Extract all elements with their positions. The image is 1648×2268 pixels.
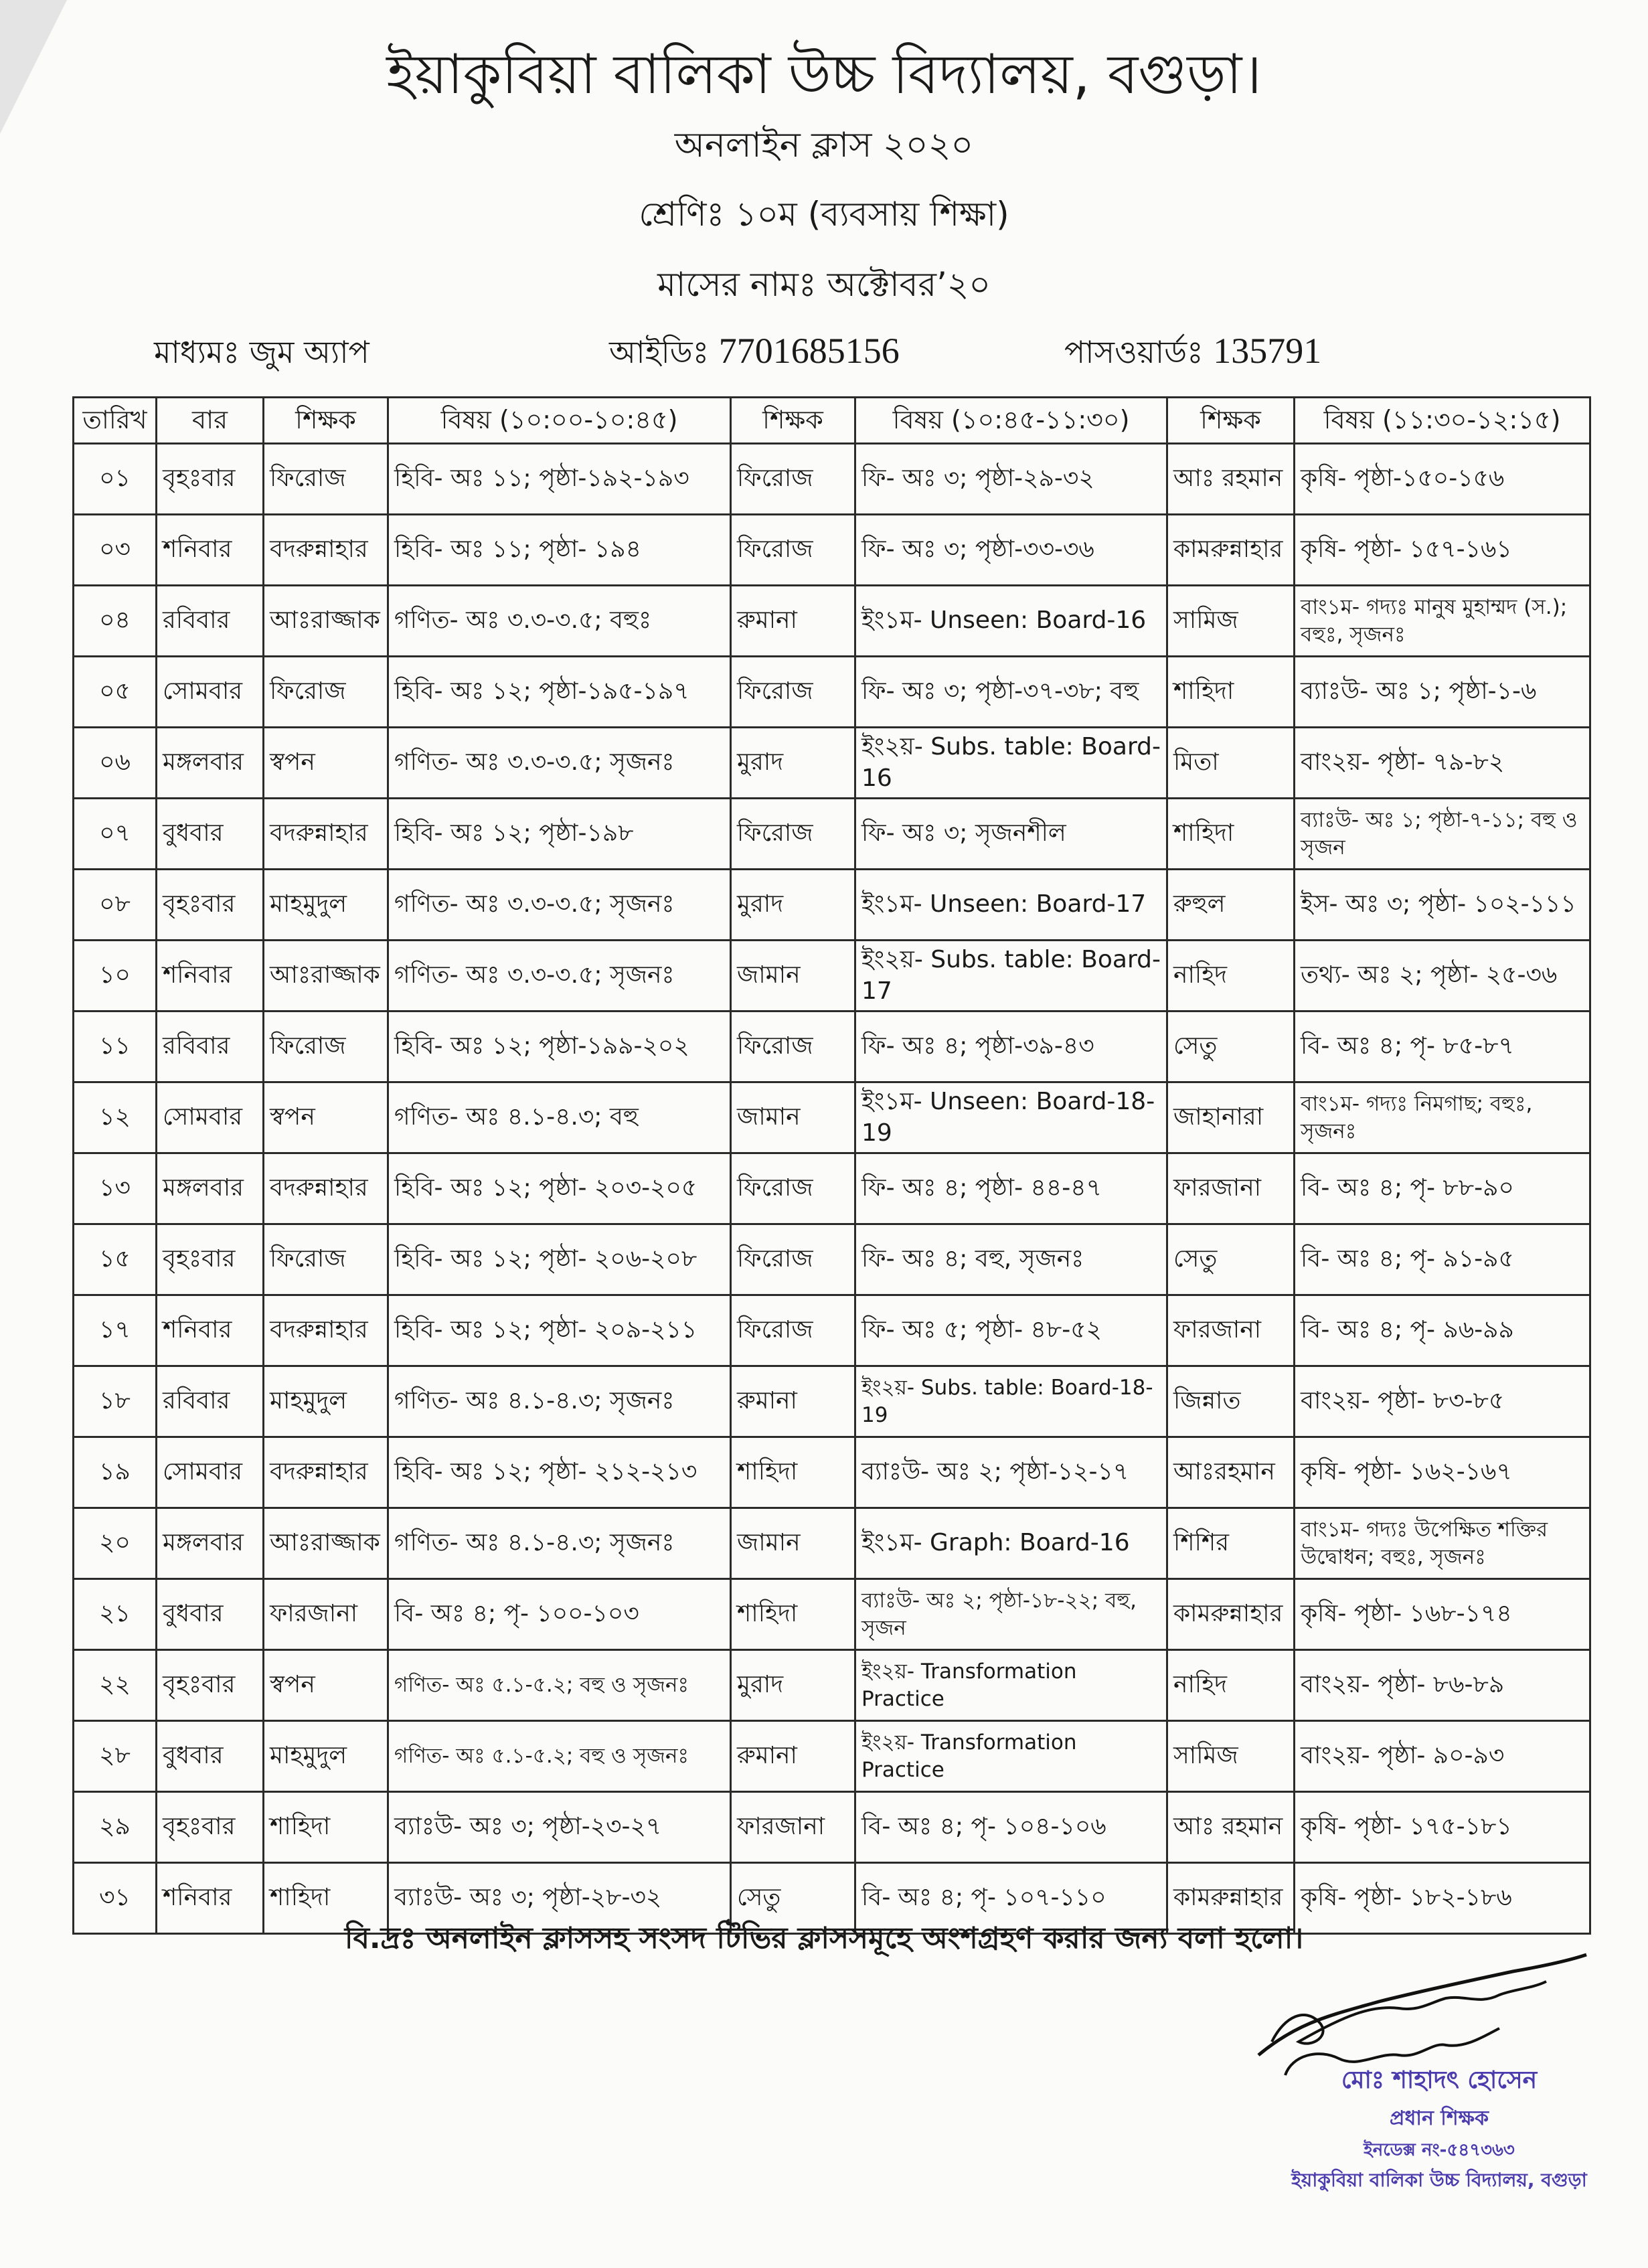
cell-day: বৃহঃবার	[157, 870, 264, 941]
cell-teacher-2: মুরাদ	[731, 870, 855, 941]
cell-day: বৃহঃবার	[157, 444, 264, 515]
cell-teacher-1: বদরুন্নাহার	[264, 1295, 388, 1366]
cell-day: মঙ্গলবার	[157, 728, 264, 799]
cell-teacher-1: স্বপন	[264, 1650, 388, 1721]
cell-teacher-3: কামরুন্নাহার	[1167, 1863, 1295, 1934]
cell-teacher-1: ফিরোজ	[264, 1011, 388, 1082]
cell-teacher-1: মাহমুদুল	[264, 870, 388, 941]
cell-teacher-1: ফারজানা	[264, 1579, 388, 1650]
cell-teacher-2: ফিরোজ	[731, 657, 855, 728]
cell-subject-1: গণিত- অঃ ৪.১-৪.৩; সৃজনঃ	[388, 1366, 731, 1437]
cell-teacher-1: স্বপন	[264, 728, 388, 799]
cell-subject-1: হিবি- অঃ ১২; পৃষ্ঠা-১৯৮	[388, 799, 731, 870]
cell-subject-1: হিবি- অঃ ১২; পৃষ্ঠা- ২০৩-২০৫	[388, 1153, 731, 1224]
table-row	[74, 444, 1590, 515]
cell-day: বৃহঃবার	[157, 1792, 264, 1863]
cell-subject-2: ইং১ম- Unseen: Board-18-19	[855, 1082, 1167, 1153]
cell-teacher-2: ফিরোজ	[731, 1153, 855, 1224]
cell-teacher-3: শাহিদা	[1167, 657, 1295, 728]
cell-subject-2: ফি- অঃ ৫; পৃষ্ঠা- ৪৮-৫২	[855, 1295, 1167, 1366]
cell-subject-1: গণিত- অঃ ৫.১-৫.২; বহু ও সৃজনঃ	[388, 1650, 731, 1721]
stamp-school: ইয়াকুবিয়া বালিকা উচ্চ বিদ্যালয়, বগুড়া	[1291, 2169, 1587, 2191]
medium-info	[154, 329, 369, 380]
cell-subject-3: বি- অঃ ৪; পৃ- ৯৬-৯৯	[1295, 1295, 1590, 1366]
cell-subject-2: ইং১ম- Unseen: Board-17	[855, 870, 1167, 941]
table-row	[74, 728, 1590, 799]
cell-teacher-2: মুরাদ	[731, 1650, 855, 1721]
cell-subject-3: বাং২য়- পৃষ্ঠা- ৮৬-৮৯	[1295, 1650, 1590, 1721]
cell-day: শনিবার	[157, 941, 264, 1011]
cell-teacher-1: ফিরোজ	[264, 1224, 388, 1295]
cell-teacher-3: নাহিদ	[1167, 941, 1295, 1011]
cell-subject-2: ফি- অঃ ৪; পৃষ্ঠা-৩৯-৪৩	[855, 1011, 1167, 1082]
cell-subject-2: ফি- অঃ ৪; পৃষ্ঠা- ৪৪-৪৭	[855, 1153, 1167, 1224]
cell-day: শনিবার	[157, 1863, 264, 1934]
cell-subject-1: গণিত- অঃ ৫.১-৫.২; বহু ও সৃজনঃ	[388, 1721, 731, 1792]
cell-day: মঙ্গলবার	[157, 1153, 264, 1224]
cell-date: ০৮	[74, 870, 157, 941]
cell-day: রবিবার	[157, 1366, 264, 1437]
cell-date: ২৮	[74, 1721, 157, 1792]
cell-subject-3: কৃষি- পৃষ্ঠা- ১৮২-১৮৬	[1295, 1863, 1590, 1934]
cell-date: ০১	[74, 444, 157, 515]
class-line: শ্রেণিঃ ১০ম (ব্যবসায় শিক্ষা)	[639, 195, 1009, 234]
cell-date: ১৭	[74, 1295, 157, 1366]
password-label: পাসওয়ার্ডঃ	[1064, 334, 1204, 370]
header-date: তারিখ	[74, 398, 157, 444]
cell-teacher-2: রুমানা	[731, 586, 855, 657]
cell-subject-3: ইস- অঃ ৩; পৃষ্ঠা- ১০২-১১১	[1295, 870, 1590, 941]
cell-subject-2: ইং২য়- Subs. table: Board-17	[855, 941, 1167, 1011]
cell-day: রবিবার	[157, 586, 264, 657]
cell-day: মঙ্গলবার	[157, 1508, 264, 1579]
cell-subject-1: হিবি- অঃ ১২; পৃষ্ঠা-১৯৯-২০২	[388, 1011, 731, 1082]
cell-date: ২২	[74, 1650, 157, 1721]
cell-date: ২৯	[74, 1792, 157, 1863]
table-row	[74, 799, 1590, 870]
id-label: আইডিঃ	[609, 334, 710, 370]
cell-subject-2: ইং২য়- Transformation Practice	[855, 1721, 1167, 1792]
cell-date: ০৬	[74, 728, 157, 799]
cell-date: ২১	[74, 1579, 157, 1650]
cell-subject-3: বি- অঃ ৪; পৃ- ৯১-৯৫	[1295, 1224, 1590, 1295]
cell-subject-3: ব্যাঃউ- অঃ ১; পৃষ্ঠা-৭-১১; বহু ও সৃজন	[1295, 799, 1590, 870]
cell-teacher-2: ফারজানা	[731, 1792, 855, 1863]
cell-subject-2: ইং২য়- Transformation Practice	[855, 1650, 1167, 1721]
cell-subject-2: ব্যাঃউ- অঃ ২; পৃষ্ঠা-১৮-২২; বহু, সৃজন	[855, 1579, 1167, 1650]
cell-teacher-3: আঃ রহমান	[1167, 444, 1295, 515]
table-row	[74, 1153, 1590, 1224]
cell-teacher-1: শাহিদা	[264, 1792, 388, 1863]
table-row	[74, 1792, 1590, 1863]
header-day: বার	[157, 398, 264, 444]
cell-teacher-3: নাহিদ	[1167, 1650, 1295, 1721]
cell-teacher-3: আঃ রহমান	[1167, 1792, 1295, 1863]
cell-teacher-3: আঃরহমান	[1167, 1437, 1295, 1508]
cell-subject-3: বাং২য়- পৃষ্ঠা- ৭৯-৮২	[1295, 728, 1590, 799]
cell-date: ১৫	[74, 1224, 157, 1295]
table-row	[74, 1437, 1590, 1508]
cell-subject-1: গণিত- অঃ ৩.৩-৩.৫; সৃজনঃ	[388, 728, 731, 799]
cell-teacher-1: ফিরোজ	[264, 444, 388, 515]
table-row	[74, 1224, 1590, 1295]
cell-teacher-1: আঃরাজ্জাক	[264, 586, 388, 657]
cell-day: শনিবার	[157, 515, 264, 586]
table-row	[74, 1508, 1590, 1579]
cell-day: বৃহঃবার	[157, 1650, 264, 1721]
cell-day: বুধবার	[157, 1721, 264, 1792]
cell-subject-3: কৃষি- পৃষ্ঠা-১৫০-১৫৬	[1295, 444, 1590, 515]
cell-subject-1: ব্যাঃউ- অঃ ৩; পৃষ্ঠা-২৮-৩২	[388, 1863, 731, 1934]
cell-day: বুধবার	[157, 1579, 264, 1650]
cell-teacher-1: আঃরাজ্জাক	[264, 941, 388, 1011]
cell-day: সোমবার	[157, 1082, 264, 1153]
cell-teacher-3: কামরুন্নাহার	[1167, 515, 1295, 586]
cell-teacher-2: সেতু	[731, 1863, 855, 1934]
cell-subject-2: বি- অঃ ৪; পৃ- ১০৪-১০৬	[855, 1792, 1167, 1863]
cell-subject-1: ব্যাঃউ- অঃ ৩; পৃষ্ঠা-২৩-২৭	[388, 1792, 731, 1863]
table-row	[74, 1366, 1590, 1437]
cell-subject-3: ব্যাঃউ- অঃ ১; পৃষ্ঠা-১-৬	[1295, 657, 1590, 728]
cell-subject-1: গণিত- অঃ ৪.১-৪.৩; সৃজনঃ	[388, 1508, 731, 1579]
cell-subject-3: কৃষি- পৃষ্ঠা- ১৭৫-১৮১	[1295, 1792, 1590, 1863]
cell-subject-1: গণিত- অঃ ৩.৩-৩.৫; সৃজনঃ	[388, 941, 731, 1011]
cell-subject-3: বি- অঃ ৪; পৃ- ৮৮-৯০	[1295, 1153, 1590, 1224]
stamp-title: প্রধান শিক্ষক	[1390, 2107, 1489, 2130]
cell-date: ১৯	[74, 1437, 157, 1508]
cell-day: রবিবার	[157, 1011, 264, 1082]
table-row	[74, 515, 1590, 586]
cell-teacher-2: জামান	[731, 941, 855, 1011]
cell-subject-2: ফি- অঃ ৩; পৃষ্ঠা-৩৩-৩৬	[855, 515, 1167, 586]
cell-teacher-1: বদরুন্নাহার	[264, 1153, 388, 1224]
table-row	[74, 1011, 1590, 1082]
cell-subject-3: বাং১ম- গদ্যঃ উপেক্ষিত শক্তির উদ্বোধন; বহুঃ, সৃজনঃ	[1295, 1508, 1590, 1579]
cell-teacher-1: আঃরাজ্জাক	[264, 1508, 388, 1579]
cell-teacher-3: সেতু	[1167, 1224, 1295, 1295]
cell-date: ০৩	[74, 515, 157, 586]
cell-subject-3: কৃষি- পৃষ্ঠা- ১৫৭-১৬১	[1295, 515, 1590, 586]
cell-teacher-3: জাহানারা	[1167, 1082, 1295, 1153]
cell-day: বৃহঃবার	[157, 1224, 264, 1295]
cell-date: ৩১	[74, 1863, 157, 1934]
cell-teacher-2: ফিরোজ	[731, 1295, 855, 1366]
cell-teacher-3: সামিজ	[1167, 1721, 1295, 1792]
cell-subject-3: তথ্য- অঃ ২; পৃষ্ঠা- ২৫-৩৬	[1295, 941, 1590, 1011]
cell-date: ১৩	[74, 1153, 157, 1224]
table-row	[74, 870, 1590, 941]
cell-teacher-3: শাহিদা	[1167, 799, 1295, 870]
cell-teacher-1: বদরুন্নাহার	[264, 515, 388, 586]
table-row	[74, 586, 1590, 657]
footer-note: বি.দ্রঃ অনলাইন ক্লাসসহ সংসদ টিভির ক্লাসসমূহে অংশগ্রহণ করার জন্য বলা হলো।	[344, 1921, 1304, 1955]
cell-subject-2: ফি- অঃ ৩; পৃষ্ঠা-২৯-৩২	[855, 444, 1167, 515]
password-value: 135791	[1213, 331, 1322, 371]
cell-day: শনিবার	[157, 1295, 264, 1366]
cell-subject-2: ফি- অঃ ৩; সৃজনশীল	[855, 799, 1167, 870]
cell-teacher-2: রুমানা	[731, 1721, 855, 1792]
table-row	[74, 1082, 1590, 1153]
cell-teacher-2: ফিরোজ	[731, 1011, 855, 1082]
table-row	[74, 1721, 1590, 1792]
cell-teacher-2: ফিরোজ	[731, 799, 855, 870]
cell-teacher-2: জামান	[731, 1508, 855, 1579]
cell-date: ০৭	[74, 799, 157, 870]
cell-subject-2: বি- অঃ ৪; পৃ- ১০৭-১১০	[855, 1863, 1167, 1934]
official-stamp	[1252, 2062, 1627, 2197]
table-row	[74, 1295, 1590, 1366]
cell-subject-1: বি- অঃ ৪; পৃ- ১০০-১০৩	[388, 1579, 731, 1650]
medium-label: মাধ্যমঃ জুম অ্যাপ	[154, 334, 369, 370]
cell-subject-1: হিবি- অঃ ১২; পৃষ্ঠা-১৯৫-১৯৭	[388, 657, 731, 728]
cell-subject-1: হিবি- অঃ ১১; পৃষ্ঠা-১৯২-১৯৩	[388, 444, 731, 515]
header-subject-1: বিষয় (১০:০০-১০:৪৫)	[388, 398, 731, 444]
cell-date: ০৫	[74, 657, 157, 728]
cell-subject-1: গণিত- অঃ ৪.১-৪.৩; বহু	[388, 1082, 731, 1153]
stamp-name: মোঃ শাহাদৎ হোসেন	[1341, 2067, 1538, 2094]
cell-teacher-3: মিতা	[1167, 728, 1295, 799]
cell-subject-3: বাং১ম- গদ্যঃ নিমগাছ; বহুঃ, সৃজনঃ	[1295, 1082, 1590, 1153]
id-value: 7701685156	[718, 331, 900, 371]
cell-date: ১১	[74, 1011, 157, 1082]
cell-date: ১০	[74, 941, 157, 1011]
cell-teacher-3: সামিজ	[1167, 586, 1295, 657]
cell-teacher-2: ফিরোজ	[731, 444, 855, 515]
cell-teacher-1: বদরুন্নাহার	[264, 1437, 388, 1508]
cell-subject-1: গণিত- অঃ ৩.৩-৩.৫; বহুঃ	[388, 586, 731, 657]
header-subject-3: বিষয় (১১:৩০-১২:১৫)	[1295, 398, 1590, 444]
cell-subject-2: ইং২য়- Subs. table: Board-16	[855, 728, 1167, 799]
cell-teacher-1: বদরুন্নাহার	[264, 799, 388, 870]
cell-teacher-3: কামরুন্নাহার	[1167, 1579, 1295, 1650]
cell-subject-2: ফি- অঃ ৪; বহু, সৃজনঃ	[855, 1224, 1167, 1295]
cell-teacher-3: ফারজানা	[1167, 1153, 1295, 1224]
stamp-code: ইনডেক্স নং-৫৪৭৩৬৩	[1364, 2140, 1515, 2160]
cell-subject-1: হিবি- অঃ ১২; পৃষ্ঠা- ২১২-২১৩	[388, 1437, 731, 1508]
cell-teacher-1: ফিরোজ	[264, 657, 388, 728]
cell-subject-1: হিবি- অঃ ১২; পৃষ্ঠা- ২০৯-২১১	[388, 1295, 731, 1366]
cell-date: ১২	[74, 1082, 157, 1153]
cell-teacher-1: মাহমুদুল	[264, 1721, 388, 1792]
cell-day: সোমবার	[157, 1437, 264, 1508]
cell-teacher-2: জামান	[731, 1082, 855, 1153]
table-header-row	[74, 398, 1590, 444]
cell-date: ০৪	[74, 586, 157, 657]
table-row	[74, 941, 1590, 1011]
cell-teacher-2: ফিরোজ	[731, 1224, 855, 1295]
cell-teacher-1: শাহিদা	[264, 1863, 388, 1934]
school-name: ইয়াকুবিয়া বালিকা উচ্চ বিদ্যালয়, বগুড়া।	[386, 43, 1262, 106]
cell-teacher-3: শিশির	[1167, 1508, 1295, 1579]
cell-subject-3: কৃষি- পৃষ্ঠা- ১৬৮-১৭৪	[1295, 1579, 1590, 1650]
subtitle: অনলাইন ক্লাস ২০২০	[674, 125, 974, 165]
header-teacher-2: শিক্ষক	[731, 398, 855, 444]
header-subject-2: বিষয় (১০:৪৫-১১:৩০)	[855, 398, 1167, 444]
cell-subject-3: কৃষি- পৃষ্ঠা- ১৬২-১৬৭	[1295, 1437, 1590, 1508]
cell-subject-2: ফি- অঃ ৩; পৃষ্ঠা-৩৭-৩৮; বহু	[855, 657, 1167, 728]
id-info	[609, 329, 900, 380]
cell-teacher-2: শাহিদা	[731, 1579, 855, 1650]
password-info	[1064, 329, 1321, 380]
cell-teacher-2: মুরাদ	[731, 728, 855, 799]
cell-teacher-2: শাহিদা	[731, 1437, 855, 1508]
month-line: মাসের নামঃ অক্টোবর’২০	[657, 265, 991, 304]
cell-teacher-2: রুমানা	[731, 1366, 855, 1437]
cell-subject-1: হিবি- অঃ ১১; পৃষ্ঠা- ১৯৪	[388, 515, 731, 586]
cell-date: ২০	[74, 1508, 157, 1579]
cell-subject-1: গণিত- অঃ ৩.৩-৩.৫; সৃজনঃ	[388, 870, 731, 941]
cell-subject-1: হিবি- অঃ ১২; পৃষ্ঠা- ২০৬-২০৮	[388, 1224, 731, 1295]
cell-subject-3: বাং২য়- পৃষ্ঠা- ৮৩-৮৫	[1295, 1366, 1590, 1437]
cell-teacher-3: রুহুল	[1167, 870, 1295, 941]
table-row	[74, 1650, 1590, 1721]
cell-date: ১৮	[74, 1366, 157, 1437]
cell-subject-3: বাং১ম- গদ্যঃ মানুষ মুহাম্মদ (স.); বহুঃ, সৃজনঃ	[1295, 586, 1590, 657]
cell-subject-2: ইং২য়- Subs. table: Board-18-19	[855, 1366, 1167, 1437]
cell-subject-2: ইং১ম- Unseen: Board-16	[855, 586, 1167, 657]
cell-subject-2: ব্যাঃউ- অঃ ২; পৃষ্ঠা-১২-১৭	[855, 1437, 1167, 1508]
cell-day: বুধবার	[157, 799, 264, 870]
cell-day: সোমবার	[157, 657, 264, 728]
table-row	[74, 1579, 1590, 1650]
table-row	[74, 657, 1590, 728]
cell-subject-3: বাং২য়- পৃষ্ঠা- ৯০-৯৩	[1295, 1721, 1590, 1792]
header-teacher-1: শিক্ষক	[264, 398, 388, 444]
cell-subject-2: ইং১ম- Graph: Board-16	[855, 1508, 1167, 1579]
cell-teacher-3: সেতু	[1167, 1011, 1295, 1082]
cell-teacher-3: জিন্নাত	[1167, 1366, 1295, 1437]
header-teacher-3: শিক্ষক	[1167, 398, 1295, 444]
cell-teacher-2: ফিরোজ	[731, 515, 855, 586]
cell-teacher-3: ফারজানা	[1167, 1295, 1295, 1366]
cell-subject-3: বি- অঃ ৪; পৃ- ৮৫-৮৭	[1295, 1011, 1590, 1082]
cell-teacher-1: স্বপন	[264, 1082, 388, 1153]
cell-teacher-1: মাহমুদুল	[264, 1366, 388, 1437]
schedule-table	[72, 396, 1591, 1935]
